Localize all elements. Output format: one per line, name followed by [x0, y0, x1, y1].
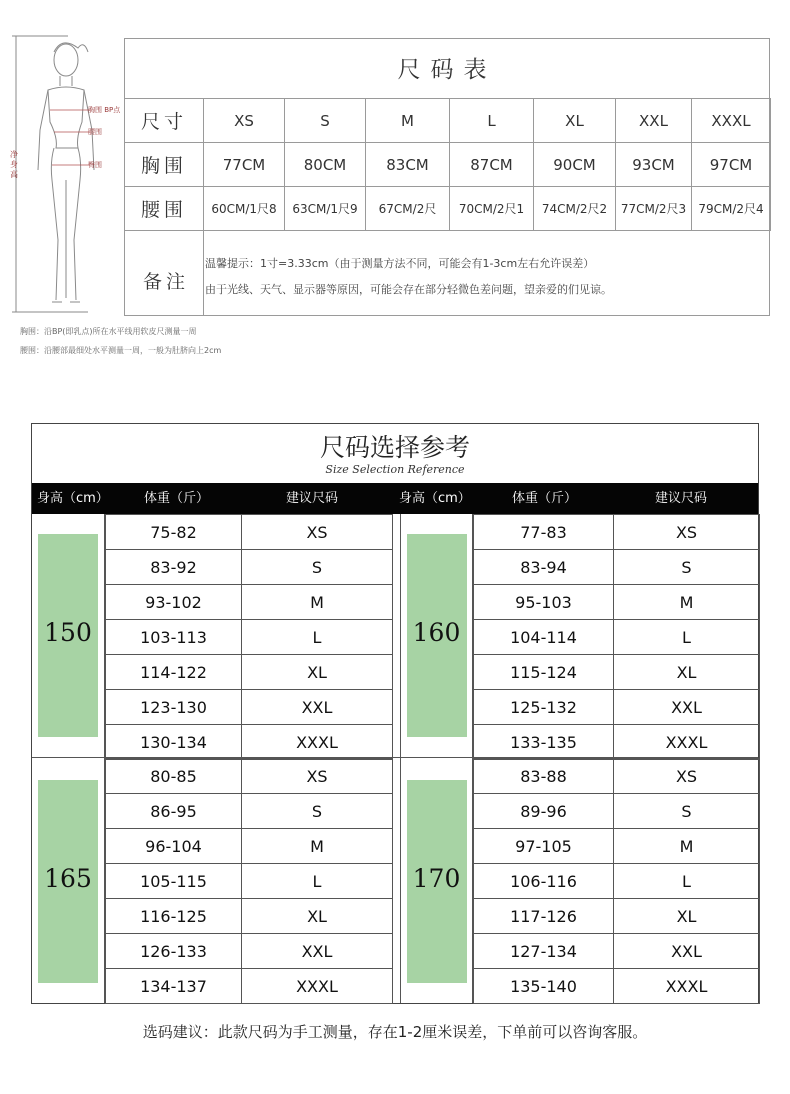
table-row [106, 655, 393, 690]
size-cell: M [614, 585, 760, 620]
size-advice-footer: 选码建议：此款尺码为手工测量，存在1-2厘米误差，下单前可以咨询客服。 [142, 1023, 648, 1041]
weight-cell: 133-135 [474, 725, 614, 760]
weight-cell: 126-133 [106, 934, 242, 969]
height-value: 170 [412, 864, 461, 893]
header-size: 建议尺码 [286, 491, 339, 506]
header-height: 身高（cm） [399, 491, 471, 506]
weight-cell: 127-134 [474, 934, 614, 969]
bust-cell: 90CM [534, 143, 616, 187]
bust-cell: 80CM [285, 143, 366, 187]
bust-cell: 93CM [616, 143, 692, 187]
size-cell: XXL [242, 690, 393, 725]
bust-cell: 83CM [366, 143, 450, 187]
weight-cell: 83-94 [474, 550, 614, 585]
size-cell: L [614, 864, 760, 899]
weight-cell: 123-130 [106, 690, 242, 725]
weight-cell: 96-104 [106, 829, 242, 864]
size-cell: XS [242, 759, 393, 794]
table-row [474, 794, 760, 829]
weight-cell: 135-140 [474, 969, 614, 1004]
table-row [474, 515, 760, 550]
weight-cell: 103-113 [106, 620, 242, 655]
size-cell: XS [242, 515, 393, 550]
size-cell: S [242, 794, 393, 829]
table-row [106, 829, 393, 864]
table-row [106, 899, 393, 934]
size-cell: XXXL [692, 99, 771, 143]
weight-cell: 105-115 [106, 864, 242, 899]
table-row [106, 620, 393, 655]
size-reference-chart [31, 423, 759, 1004]
table-row [474, 864, 760, 899]
waist-cell: 67CM/2尺 [366, 187, 450, 231]
remark-line: 温馨提示：1寸=3.33cm（由于测量方法不同，可能会有1-3cm左右允许误差） [205, 257, 595, 270]
table-row [474, 969, 760, 1004]
size-cell: XXXL [614, 969, 760, 1004]
size-cell: S [614, 794, 760, 829]
size-cell: XL [614, 655, 760, 690]
size-cell: M [614, 829, 760, 864]
waist-cell: 60CM/1尺8 [204, 187, 285, 231]
size-row-label: 尺寸 [125, 99, 204, 143]
table-row [106, 550, 393, 585]
table-row [474, 829, 760, 864]
table-row [106, 864, 393, 899]
size-cell: XS [204, 99, 285, 143]
table-row [474, 899, 760, 934]
height-group [32, 514, 105, 757]
table-row [474, 550, 760, 585]
weight-cell: 80-85 [106, 759, 242, 794]
waist-cell: 74CM/2尺2 [534, 187, 616, 231]
bust-note: 胸围：沿BP(即乳点)所在水平线用软皮尺测量一周 [20, 327, 197, 336]
size-cell: L [614, 620, 760, 655]
table-row [106, 690, 393, 725]
bust-row [125, 143, 771, 187]
size-cell: XL [534, 99, 616, 143]
weight-size-table [473, 514, 760, 760]
weight-cell: 75-82 [106, 515, 242, 550]
weight-cell: 83-92 [106, 550, 242, 585]
weight-cell: 89-96 [474, 794, 614, 829]
waist-note: 腰围：沿腰部最细处水平测量一周，一般为肚脐向上2cm [20, 346, 222, 355]
reference-title: 尺码选择参考 [319, 433, 470, 462]
size-chart-grid [124, 98, 771, 231]
height-group [400, 758, 473, 1003]
size-cell: XXL [616, 99, 692, 143]
weight-cell: 86-95 [106, 794, 242, 829]
size-cell: L [450, 99, 534, 143]
weight-cell: 95-103 [474, 585, 614, 620]
size-chart-title: 尺码表 [397, 57, 497, 83]
size-cell: XL [242, 899, 393, 934]
size-cell: M [242, 829, 393, 864]
size-cell: S [285, 99, 366, 143]
reference-subtitle: Size Selection Reference [325, 463, 465, 476]
table-row [106, 585, 393, 620]
weight-cell: 134-137 [106, 969, 242, 1004]
waist-cell: 70CM/2尺1 [450, 187, 534, 231]
bust-cell: 77CM [204, 143, 285, 187]
bust-cell: 87CM [450, 143, 534, 187]
weight-cell: 77-83 [474, 515, 614, 550]
weight-cell: 83-88 [474, 759, 614, 794]
size-cell: XL [614, 899, 760, 934]
size-cell: XXL [614, 690, 760, 725]
height-value: 160 [412, 618, 461, 647]
weight-size-table [473, 758, 760, 1004]
height-value: 150 [44, 618, 92, 647]
size-cell: XXL [242, 934, 393, 969]
table-row [474, 690, 760, 725]
size-cell: S [614, 550, 760, 585]
female-silhouette-icon [8, 30, 126, 320]
size-cell: XXXL [242, 725, 393, 760]
size-cell: XL [242, 655, 393, 690]
weight-cell: 97-105 [474, 829, 614, 864]
weight-cell: 114-122 [106, 655, 242, 690]
table-row [474, 934, 760, 969]
table-row [106, 515, 393, 550]
weight-cell: 115-124 [474, 655, 614, 690]
weight-cell: 106-116 [474, 864, 614, 899]
table-row [474, 585, 760, 620]
bust-cell: 97CM [692, 143, 771, 187]
waist-cell: 77CM/2尺3 [616, 187, 692, 231]
table-row [106, 759, 393, 794]
table-row [106, 934, 393, 969]
size-cell: M [366, 99, 450, 143]
size-cell: XXXL [614, 725, 760, 760]
header-height: 身高（cm） [37, 491, 109, 506]
header-weight: 体重（斤） [144, 491, 210, 506]
weight-cell: 93-102 [106, 585, 242, 620]
size-cell: XS [614, 515, 760, 550]
weight-cell: 125-132 [474, 690, 614, 725]
size-chart [124, 38, 770, 316]
waist-row-label: 腰围 [125, 187, 204, 231]
size-cell: L [242, 620, 393, 655]
weight-cell: 117-126 [474, 899, 614, 934]
size-cell: XS [614, 759, 760, 794]
weight-size-table [105, 758, 393, 1004]
waist-cell: 63CM/1尺9 [285, 187, 366, 231]
weight-cell: 116-125 [106, 899, 242, 934]
bust-row-label: 胸围 [125, 143, 204, 187]
size-cell: XXL [614, 934, 760, 969]
remark-label: 备注 [143, 271, 190, 293]
height-group [400, 514, 473, 757]
table-row [474, 759, 760, 794]
height-group [32, 758, 105, 1003]
table-row [474, 620, 760, 655]
remark-line: 由于光线、天气、显示器等原因，可能会存在部分轻微色差问题，望亲爱的们见谅。 [205, 283, 612, 296]
bust-label: 胸围 BP点 [88, 106, 121, 114]
size-cell: M [242, 585, 393, 620]
size-cell: XXXL [242, 969, 393, 1004]
size-cell: S [242, 550, 393, 585]
net-height-label: 净身高 [10, 150, 18, 179]
weight-cell: 130-134 [106, 725, 242, 760]
waist-label: 腰围 [88, 128, 102, 136]
table-row [106, 969, 393, 1004]
table-row [474, 725, 760, 760]
hip-label: 臀围 [88, 161, 102, 169]
header-size: 建议尺码 [655, 491, 708, 506]
header-weight: 体重（斤） [512, 491, 578, 506]
table-row [474, 655, 760, 690]
height-value: 165 [44, 864, 92, 893]
reference-header-bar [32, 483, 758, 514]
waist-cell: 79CM/2尺4 [692, 187, 771, 231]
size-cell: L [242, 864, 393, 899]
table-row [106, 725, 393, 760]
weight-cell: 104-114 [474, 620, 614, 655]
table-row [106, 794, 393, 829]
body-measurement-figure [8, 30, 126, 320]
weight-size-table [105, 514, 393, 760]
waist-row [125, 187, 771, 231]
size-row [125, 99, 771, 143]
